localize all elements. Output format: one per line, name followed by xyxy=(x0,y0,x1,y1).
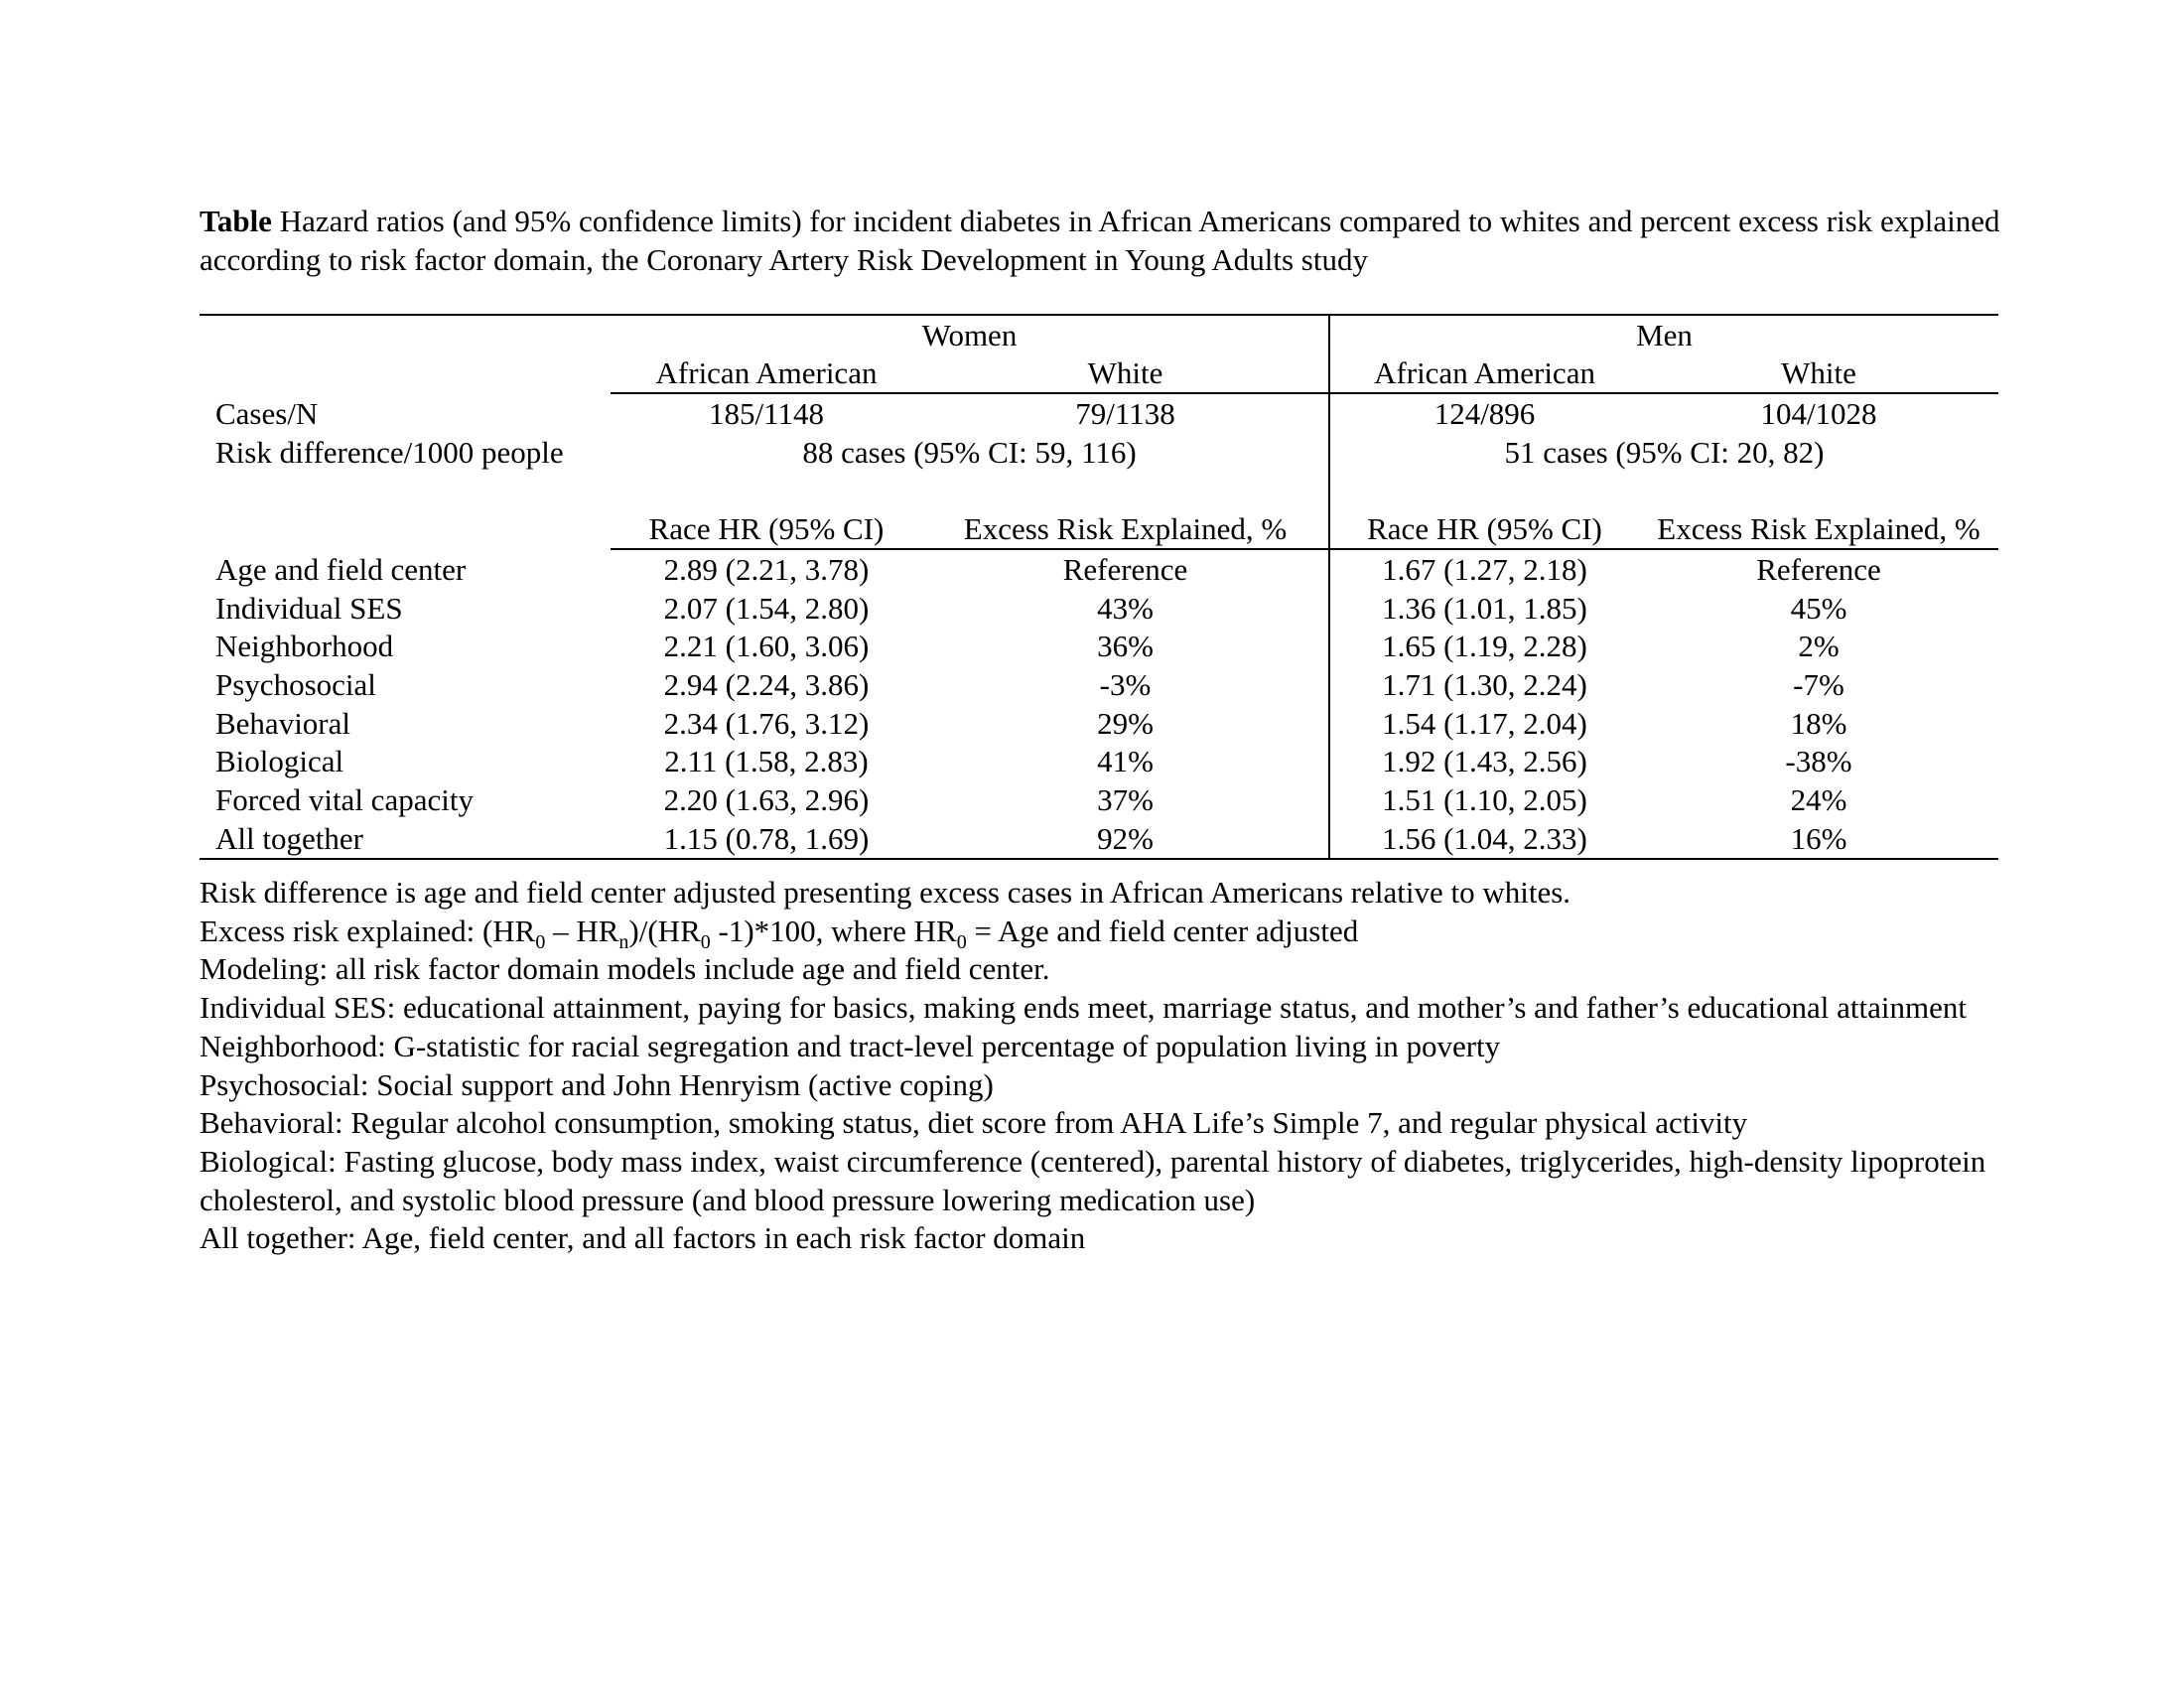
table-cell: 1.56 (1.04, 2.33) xyxy=(1329,819,1639,859)
table-cell: 43% xyxy=(922,589,1329,628)
table-cell: 1.36 (1.01, 1.85) xyxy=(1382,590,1587,626)
table-cell: 24% xyxy=(1790,781,1847,817)
table-cell: 51 cases (95% CI: 20, 82) xyxy=(1504,434,1825,470)
table-cell: -7% xyxy=(1793,666,1844,702)
table-cell: 36% xyxy=(922,628,1329,666)
row-label: Psychosocial xyxy=(215,666,376,702)
table-cell: 18% xyxy=(1790,705,1847,741)
table-row xyxy=(200,704,1998,743)
group-header-row xyxy=(200,315,1998,354)
table-cell: 1.51 (1.10, 2.05) xyxy=(1382,781,1587,817)
table-cell: 16% xyxy=(1639,819,1998,859)
table-caption xyxy=(200,202,2016,279)
table-cell: 2.20 (1.63, 2.96) xyxy=(663,781,870,817)
caption-label: Table xyxy=(200,204,272,238)
table-cell: 1.67 (1.27, 2.18) xyxy=(1382,551,1587,587)
column-header: Race HR (95% CI) xyxy=(611,509,922,549)
spacer-row xyxy=(200,472,1998,510)
row-label: Behavioral xyxy=(215,705,351,741)
note-risk-difference: Risk difference is age and field center adjusted presenting excess cases in African Americans relative to whites. xyxy=(200,875,1571,910)
column-header: Excess Risk Explained, % xyxy=(1639,509,1998,549)
table-cell: 79/1138 xyxy=(922,393,1329,433)
table-cell: 2.94 (2.24, 3.86) xyxy=(663,666,870,702)
table-cell: 92% xyxy=(922,819,1329,859)
table-cell: 1.92 (1.43, 2.56) xyxy=(1382,744,1587,779)
table-cell: 1.65 (1.19, 2.28) xyxy=(1382,629,1587,664)
table-row xyxy=(200,549,1998,589)
note-psychosocial: Psychosocial: Social support and John Henryism (active coping) xyxy=(200,1066,994,1102)
table-row xyxy=(200,628,1998,666)
table-cell: -38% xyxy=(1785,744,1852,779)
note-neighborhood: Neighborhood: G-statistic for racial segregation and tract-level percentage of population living in poverty xyxy=(200,1028,1501,1063)
table-cell: 29% xyxy=(922,704,1329,743)
table-cell: 37% xyxy=(922,780,1329,819)
table-cell: 2% xyxy=(1798,629,1840,664)
subgroup-men-african-american: African American xyxy=(1329,354,1639,394)
table-cell: 45% xyxy=(1790,590,1847,626)
table-cell: 2.34 (1.76, 3.12) xyxy=(663,705,870,741)
table-row xyxy=(200,819,1998,859)
table-cell: -3% xyxy=(922,665,1329,704)
table-cell: 104/1028 xyxy=(1760,396,1877,432)
row-label: Cases/N xyxy=(215,396,319,432)
group-header-men: Men xyxy=(1329,315,1998,354)
group-header-women: Women xyxy=(611,315,1329,354)
row-label: Forced vital capacity xyxy=(215,781,474,817)
risk-difference-row xyxy=(200,433,1998,472)
column-header: Race HR (95% CI) xyxy=(1329,509,1639,549)
table-cell: 2.11 (1.58, 2.83) xyxy=(664,744,869,779)
note-excess-risk-formula: Excess risk explained: $(HR_0 - HR_n)/(HR_0$ -1)*100, where $HR_0$ = Age and field center adjusted xyxy=(200,913,1359,953)
note-biological: Biological: Fasting glucose, body mass index, waist circumference (centered), parental history of diabetes, triglycerides, high-density lipoprotein cholesterol, and systolic blood pressure (and blood pressure lowering medication use) xyxy=(200,1143,1986,1217)
caption-text: Hazard ratios (and 95% confidence limits) for incident diabetes in African Americans compared to whites and percent excess risk explained according to risk factor domain, the Coronary Artery Risk Development in Young Adults study xyxy=(200,204,2000,277)
row-label: Biological xyxy=(215,744,344,779)
row-label: Age and field center xyxy=(215,551,467,587)
subgroup-women-african-american: African American xyxy=(611,354,922,394)
row-label: Risk difference/1000 people xyxy=(215,434,564,470)
note-individual-ses: Individual SES: educational attainment, paying for basics, making ends meet, marriage status, and mother’s and father’s educational attainment xyxy=(200,990,1967,1026)
note-behavioral: Behavioral: Regular alcohol consumption, smoking status, diet score from AHA Life’s Simple 7, and regular physical activity xyxy=(200,1105,1748,1141)
table-cell: 41% xyxy=(922,743,1329,781)
cases-row xyxy=(200,393,1998,433)
table-row xyxy=(200,743,1998,781)
table-cell: 124/896 xyxy=(1433,396,1536,432)
table-cell: 185/1148 xyxy=(709,396,824,432)
empty-cell xyxy=(200,315,611,354)
note-modeling: Modeling: all risk factor domain models include age and field center. xyxy=(200,951,1050,987)
table-notes xyxy=(200,874,2016,1258)
row-label: Neighborhood xyxy=(215,629,394,664)
column-header: Excess Risk Explained, % xyxy=(922,509,1329,549)
empty-cell xyxy=(200,509,611,549)
table-cell: 2.07 (1.54, 2.80) xyxy=(663,590,870,626)
table-cell: 2.89 (2.21, 3.78) xyxy=(663,551,870,587)
subgroup-men-white: White xyxy=(1639,354,1998,394)
table-cell: 2.21 (1.60, 3.06) xyxy=(663,629,870,664)
table-cell: Reference xyxy=(922,549,1329,589)
table-row xyxy=(200,665,1998,704)
table-cell: 1.71 (1.30, 2.24) xyxy=(1382,666,1587,702)
column-header-row xyxy=(200,509,1998,549)
row-label: All together xyxy=(200,819,611,859)
results-table xyxy=(200,314,1998,860)
table-cell: 1.54 (1.17, 2.04) xyxy=(1382,705,1587,741)
table-cell: 88 cases (95% CI: 59, 116) xyxy=(611,433,1329,472)
note-all-together: All together: Age, field center, and all factors in each risk factor domain xyxy=(200,1220,1086,1256)
table-row xyxy=(200,589,1998,628)
subgroup-women-white: White xyxy=(922,354,1329,394)
table-cell: 1.15 (0.78, 1.69) xyxy=(611,819,922,859)
row-label: Individual SES xyxy=(215,590,403,626)
empty-cell xyxy=(200,354,611,394)
table-row xyxy=(200,780,1998,819)
subgroup-header-row xyxy=(200,354,1998,394)
table-cell: Reference xyxy=(1756,551,1881,587)
